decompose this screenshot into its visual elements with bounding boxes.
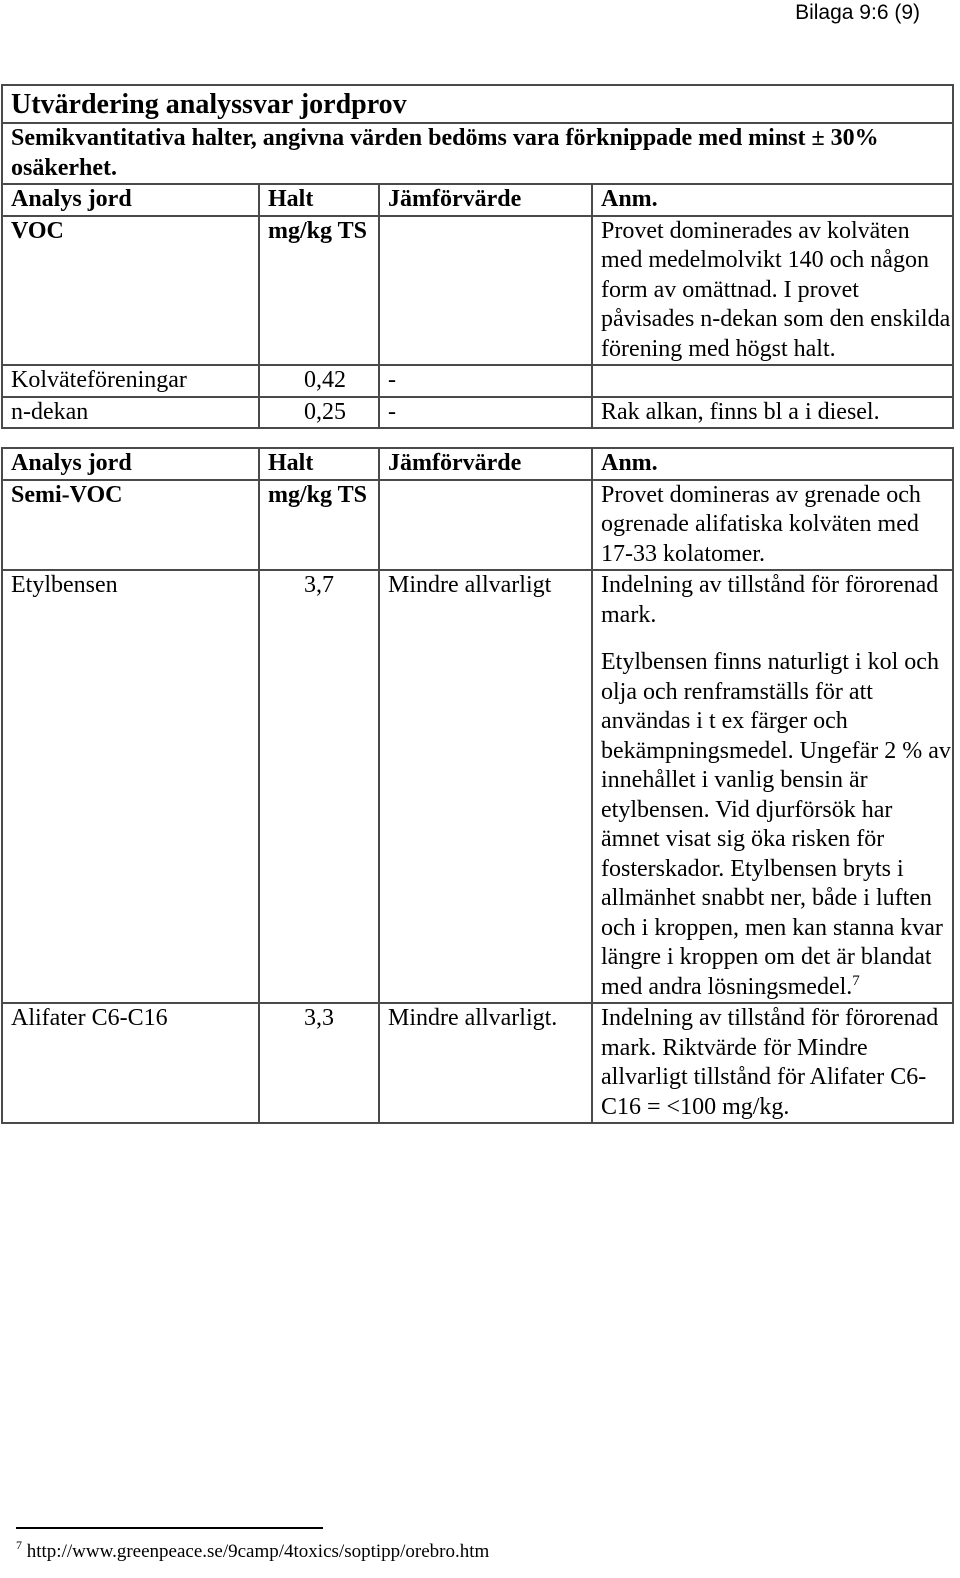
substance-ref: -	[379, 397, 592, 429]
header-analys-jord: Analys jord	[2, 448, 259, 480]
substance-description	[601, 648, 952, 1002]
substance-value: 0,42	[259, 365, 379, 397]
group-note: Provet domineras av grenade och ogrenade alifatiska kolväten med 17-33 kolatomer.	[592, 480, 953, 571]
table-row	[2, 365, 953, 397]
document-subtitle: Semikvantitativa halter, angivna värden bedöms vara förknippade med minst ± 30% osäkerhet.	[2, 123, 953, 184]
header-halt: Halt	[259, 448, 379, 480]
substance-note-cell	[592, 570, 953, 1003]
substance-note: Indelning av tillstånd för förorenad mark. Riktvärde för Mindre allvarligt tillstånd för Alifater C6-C16 = <100 mg/kg.	[592, 1003, 953, 1123]
group-ref	[379, 216, 592, 366]
header-jamforvarde: Jämförvärde	[379, 448, 592, 480]
substance-name: n-dekan	[2, 397, 259, 429]
table-row	[2, 1003, 953, 1123]
table-row	[2, 570, 953, 1003]
substance-note	[592, 365, 953, 397]
group-name: Semi-VOC	[2, 480, 259, 571]
page-label: Bilaga 9:6 (9)	[795, 1, 920, 24]
footnote-reference: 7	[852, 972, 860, 989]
substance-ref: -	[379, 365, 592, 397]
subtitle-row	[2, 123, 953, 184]
substance-description-text: Etylbensen finns naturligt i kol och olja och renframställs för att användas i t ex färger och bekämpningsmedel. Ungefär 2 % av innehållet i vanlig bensin är etylbensen. Vid djurförsök har ämnet visat sig öka risken för fosterskador. Etylbensen bryts i allmänhet snabbt ner, både i luften och i kroppen, men kan stanna kvar längre i kroppen om det är blandat med andra lösningsmedel.	[601, 649, 951, 1000]
substance-name: Alifater C6-C16	[2, 1003, 259, 1123]
header-jamforvarde: Jämförvärde	[379, 184, 592, 216]
header-halt: Halt	[259, 184, 379, 216]
group-row-semivoc	[2, 480, 953, 571]
group-note: Provet dominerades av kolväten med medelmolvikt 140 och någon form av omättnad. I provet påvisades n-dekan som den enskilda förening med högst halt.	[592, 216, 953, 366]
semivoc-analysis-table	[1, 447, 954, 1124]
document-title: Utvärdering analyssvar jordprov	[2, 85, 953, 123]
substance-name: Kolväteföreningar	[2, 365, 259, 397]
header-anm: Anm.	[592, 184, 953, 216]
substance-value: 3,7	[259, 570, 379, 1003]
footnote-link[interactable]: http://www.greenpeace.se/9camp/4toxics/soptipp/orebro.htm	[26, 1541, 490, 1562]
substance-value: 3,3	[259, 1003, 379, 1123]
group-unit: mg/kg TS	[259, 216, 379, 366]
substance-ref: Mindre allvarligt	[379, 570, 592, 1003]
footnote	[16, 1540, 489, 1564]
substance-value: 0,25	[259, 397, 379, 429]
footnote-divider	[16, 1527, 323, 1529]
substance-ref: Mindre allvarligt.	[379, 1003, 592, 1123]
substance-note: Rak alkan, finns bl a i diesel.	[592, 397, 953, 429]
group-row-voc	[2, 216, 953, 366]
group-unit: mg/kg TS	[259, 480, 379, 571]
title-row	[2, 85, 953, 123]
table-header-row	[2, 448, 953, 480]
header-analys-jord: Analys jord	[2, 184, 259, 216]
group-name: VOC	[2, 216, 259, 366]
voc-analysis-table	[1, 84, 954, 429]
group-ref	[379, 480, 592, 571]
substance-name: Etylbensen	[2, 570, 259, 1003]
substance-note: Indelning av tillstånd för förorenad mark.	[601, 572, 939, 628]
table-row	[2, 397, 953, 429]
table-header-row	[2, 184, 953, 216]
header-anm: Anm.	[592, 448, 953, 480]
footnote-marker: 7	[16, 1538, 22, 1552]
